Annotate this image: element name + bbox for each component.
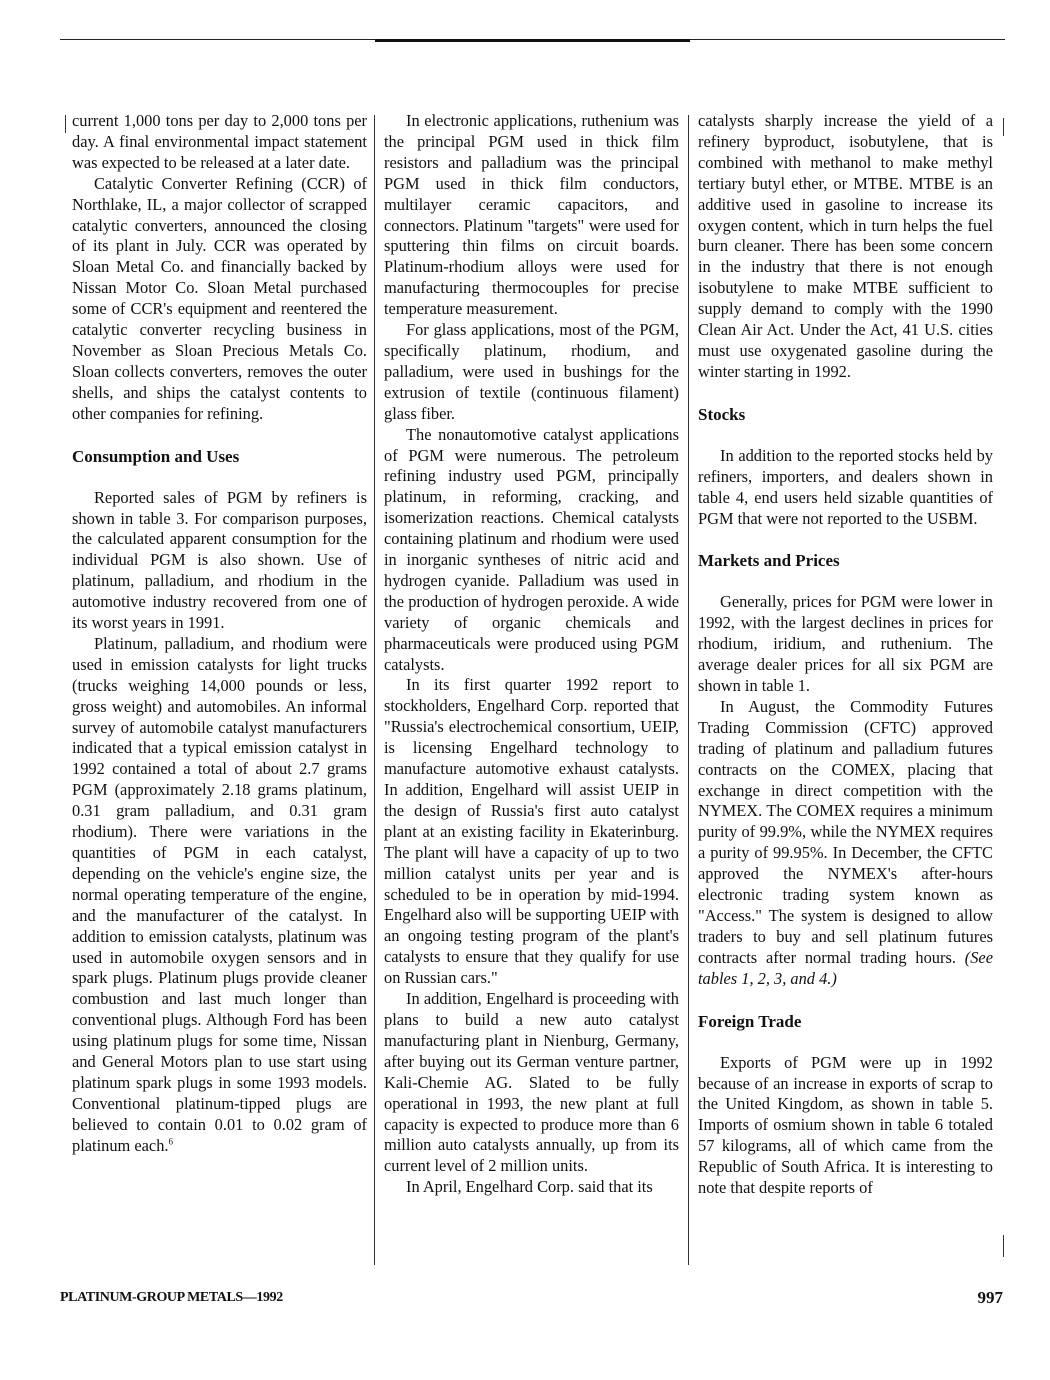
paragraph: Reported sales of PGM by refiners is shown in table 3. For comparison purposes, the calculated apparent consumption for the individual PGM is also shown. Use of platinum, palladium, and rhodium in the automotive industry recovered from one of its worst years in 1991. xyxy=(72,487,367,633)
section-heading-markets: Markets and Prices xyxy=(698,551,840,571)
column-1 xyxy=(72,111,367,1157)
running-title: PLATINUM-GROUP METALS—1992 xyxy=(60,1290,283,1305)
column-rule-1 xyxy=(374,115,375,1265)
column-2 xyxy=(384,111,679,1198)
paragraph-text: Platinum, palladium, and rhodium were used in emission catalysts for light trucks (trucks weighing 14,000 pounds or less, gross weight) and automobiles. An informal survey of automobile catalyst manufacturers indicated that a typical emission catalyst in 1992 contained a total of about 2.7 grams PGM (approximately 2.18 grams platinum, 0.31 gram palladium, and 0.31 gram rhodium). There were variations in the quantities of PGM in each catalyst, depending on the vehicle's engine size, the normal operating temperature of the engine, and the manufacturer of the catalyst. In addition to emission catalysts, platinum was used in automobile oxygen sensors and in spark plugs. Platinum plugs provide cleaner combustion and last much longer than conventional plugs. Although Ford has been using platinum plugs for some time, Nissan and General Motors plan to use start using platinum spark plugs in some 1993 models. Conventional platinum-tipped plugs are believed to contain 0.01 to 0.02 gram of platinum each. xyxy=(72,633,367,1155)
column-rule-left-mark xyxy=(65,115,66,133)
paragraph: current 1,000 tons per day to 2,000 tons per day. A final environmental impact statement was expected to be released at a later date. xyxy=(72,111,367,172)
section-heading-stocks: Stocks xyxy=(698,404,746,424)
paragraph: Generally, prices for PGM were lower in 1992, with the largest declines in prices for rhodium, iridium, and ruthenium. The average dealer prices for all six PGM are shown in table 1. xyxy=(698,592,993,696)
column-3 xyxy=(698,111,993,1199)
paragraph: catalysts sharply increase the yield of a refinery byproduct, isobutylene, that is combined with methanol to make methyl tertiary butyl ether, or MTBE. MTBE is an additive used in gasoline to increase its oxygen content, which in turn helps the fuel burn cleaner. There has been some concern in the industry that there is not enough isobutylene to make MTBE sufficient to supply demand to comply with the 1990 Clean Air Act. Under the Act, 41 U.S. cities must use oxygenated gasoline during the winter starting in 1992. xyxy=(698,111,993,381)
column-rule-2 xyxy=(688,115,689,1265)
paragraph: In electronic applications, ruthenium was the principal PGM used in thick film resistors and palladium was the principal PGM used in thick film conductors, multilayer ceramic capacitors, and connectors. Platinum "targets" were used for sputtering thin films on circuit boards. Platinum-rhodium alloys were used for manufacturing thermocouples for precise temperature measurement. xyxy=(384,111,679,319)
page-number: 997 xyxy=(977,1288,1003,1307)
paragraph: In addition, Engelhard is proceeding with plans to build a new auto catalyst manufacturing plant in Nienburg, Germany, after buying out its German venture partner, Kali-Chemie AG. Slated to be fully operational in 1993, the new plant at full capacity is expected to produce more than 6 million auto catalysts annually, up from its current level of 2 million units. xyxy=(384,989,679,1176)
paragraph: For glass applications, most of the PGM, specifically platinum, rhodium, and palladium, were used in bushings for the extrusion of textile (continuous filament) glass fiber. xyxy=(384,320,679,423)
footnote-reference[interactable]: 6 xyxy=(168,1136,173,1147)
paragraph xyxy=(698,697,993,990)
paragraph: Catalytic Converter Refining (CCR) of Northlake, IL, a major collector of scrapped catalytic converters, announced the closing of its plant in July. CCR was operated by Sloan Metal Co. and financially backed by Nissan Motor Co. Sloan Metal purchased some of CCR's equipment and reentered the catalytic converter recycling business in November as Sloan Precious Metals Co. Sloan collects converters, removes the outer shells, and ships the catalyst contents to other companies for refining. xyxy=(72,173,367,423)
paragraph: Exports of PGM were up in 1992 because of an increase in exports of scrap to the United Kingdom, as shown in table 5. Imports of osmium shown in table 6 totaled 57 kilograms, all of which came from the Republic of South Africa. It is interesting to note that despite reports of xyxy=(698,1052,993,1198)
section-heading-consumption: Consumption and Uses xyxy=(72,446,240,466)
paragraph: In its first quarter 1992 report to stockholders, Engelhard Corp. reported that "Russia's electrochemical consortium, UEIP, is licensing Engelhard technology to manufacture automotive exhaust catalysts. In addition, Engelhard will assist UEIP in the design of Russia's first auto catalyst plant at an existing facility in Ekaterinburg. The plant will have a capacity of up to two million catalyst units per year and is scheduled to be in operation by mid-1994. Engelhard also will be supporting UEIP with an ongoing testing program of the plant's catalysts to ensure that they qualify for use on Russian cars." xyxy=(384,675,679,988)
paragraph: In addition to the reported stocks held by refiners, importers, and dealers shown in table 4, end users held sizable quantities of PGM that were not reported to the USBM. xyxy=(698,445,993,528)
column-rule-right-mark-top xyxy=(1003,118,1004,136)
paragraph: The nonautomotive catalyst applications of PGM were numerous. The petroleum refining industry used PGM, principally platinum, in reforming, cracking, and isomerization reactions. Chemical catalysts containing platinum and rhodium were used in inorganic syntheses of nitric acid and hydrogen cyanide. Palladium was used in the production of hydrogen peroxide. A wide variety of organic chemicals and pharmaceuticals were produced using PGM catalysts. xyxy=(384,424,679,674)
section-heading-foreign-trade: Foreign Trade xyxy=(698,1011,802,1031)
top-rule-accent xyxy=(375,39,690,42)
paragraph xyxy=(72,634,367,1157)
paragraph: In April, Engelhard Corp. said that its xyxy=(406,1177,653,1197)
column-rule-right-mark-bottom xyxy=(1003,1235,1004,1257)
table-reference: (See tables 1, 2, 3, and 4.) xyxy=(698,947,993,988)
paragraph-text: In August, the Commodity Futures Trading Commission (CFTC) approved trading of platinum and palladium futures contracts on the COMEX, placing that exchange in direct competition with the NYMEX. The COMEX requires a minimum purity of 99.9%, while the NYMEX requires a purity of 99.95%. In December, the CFTC approved the NYMEX's after-hours electronic trading system known as "Access." The system is designed to allow traders to buy and sell platinum futures contracts after normal trading hours. xyxy=(698,696,993,967)
